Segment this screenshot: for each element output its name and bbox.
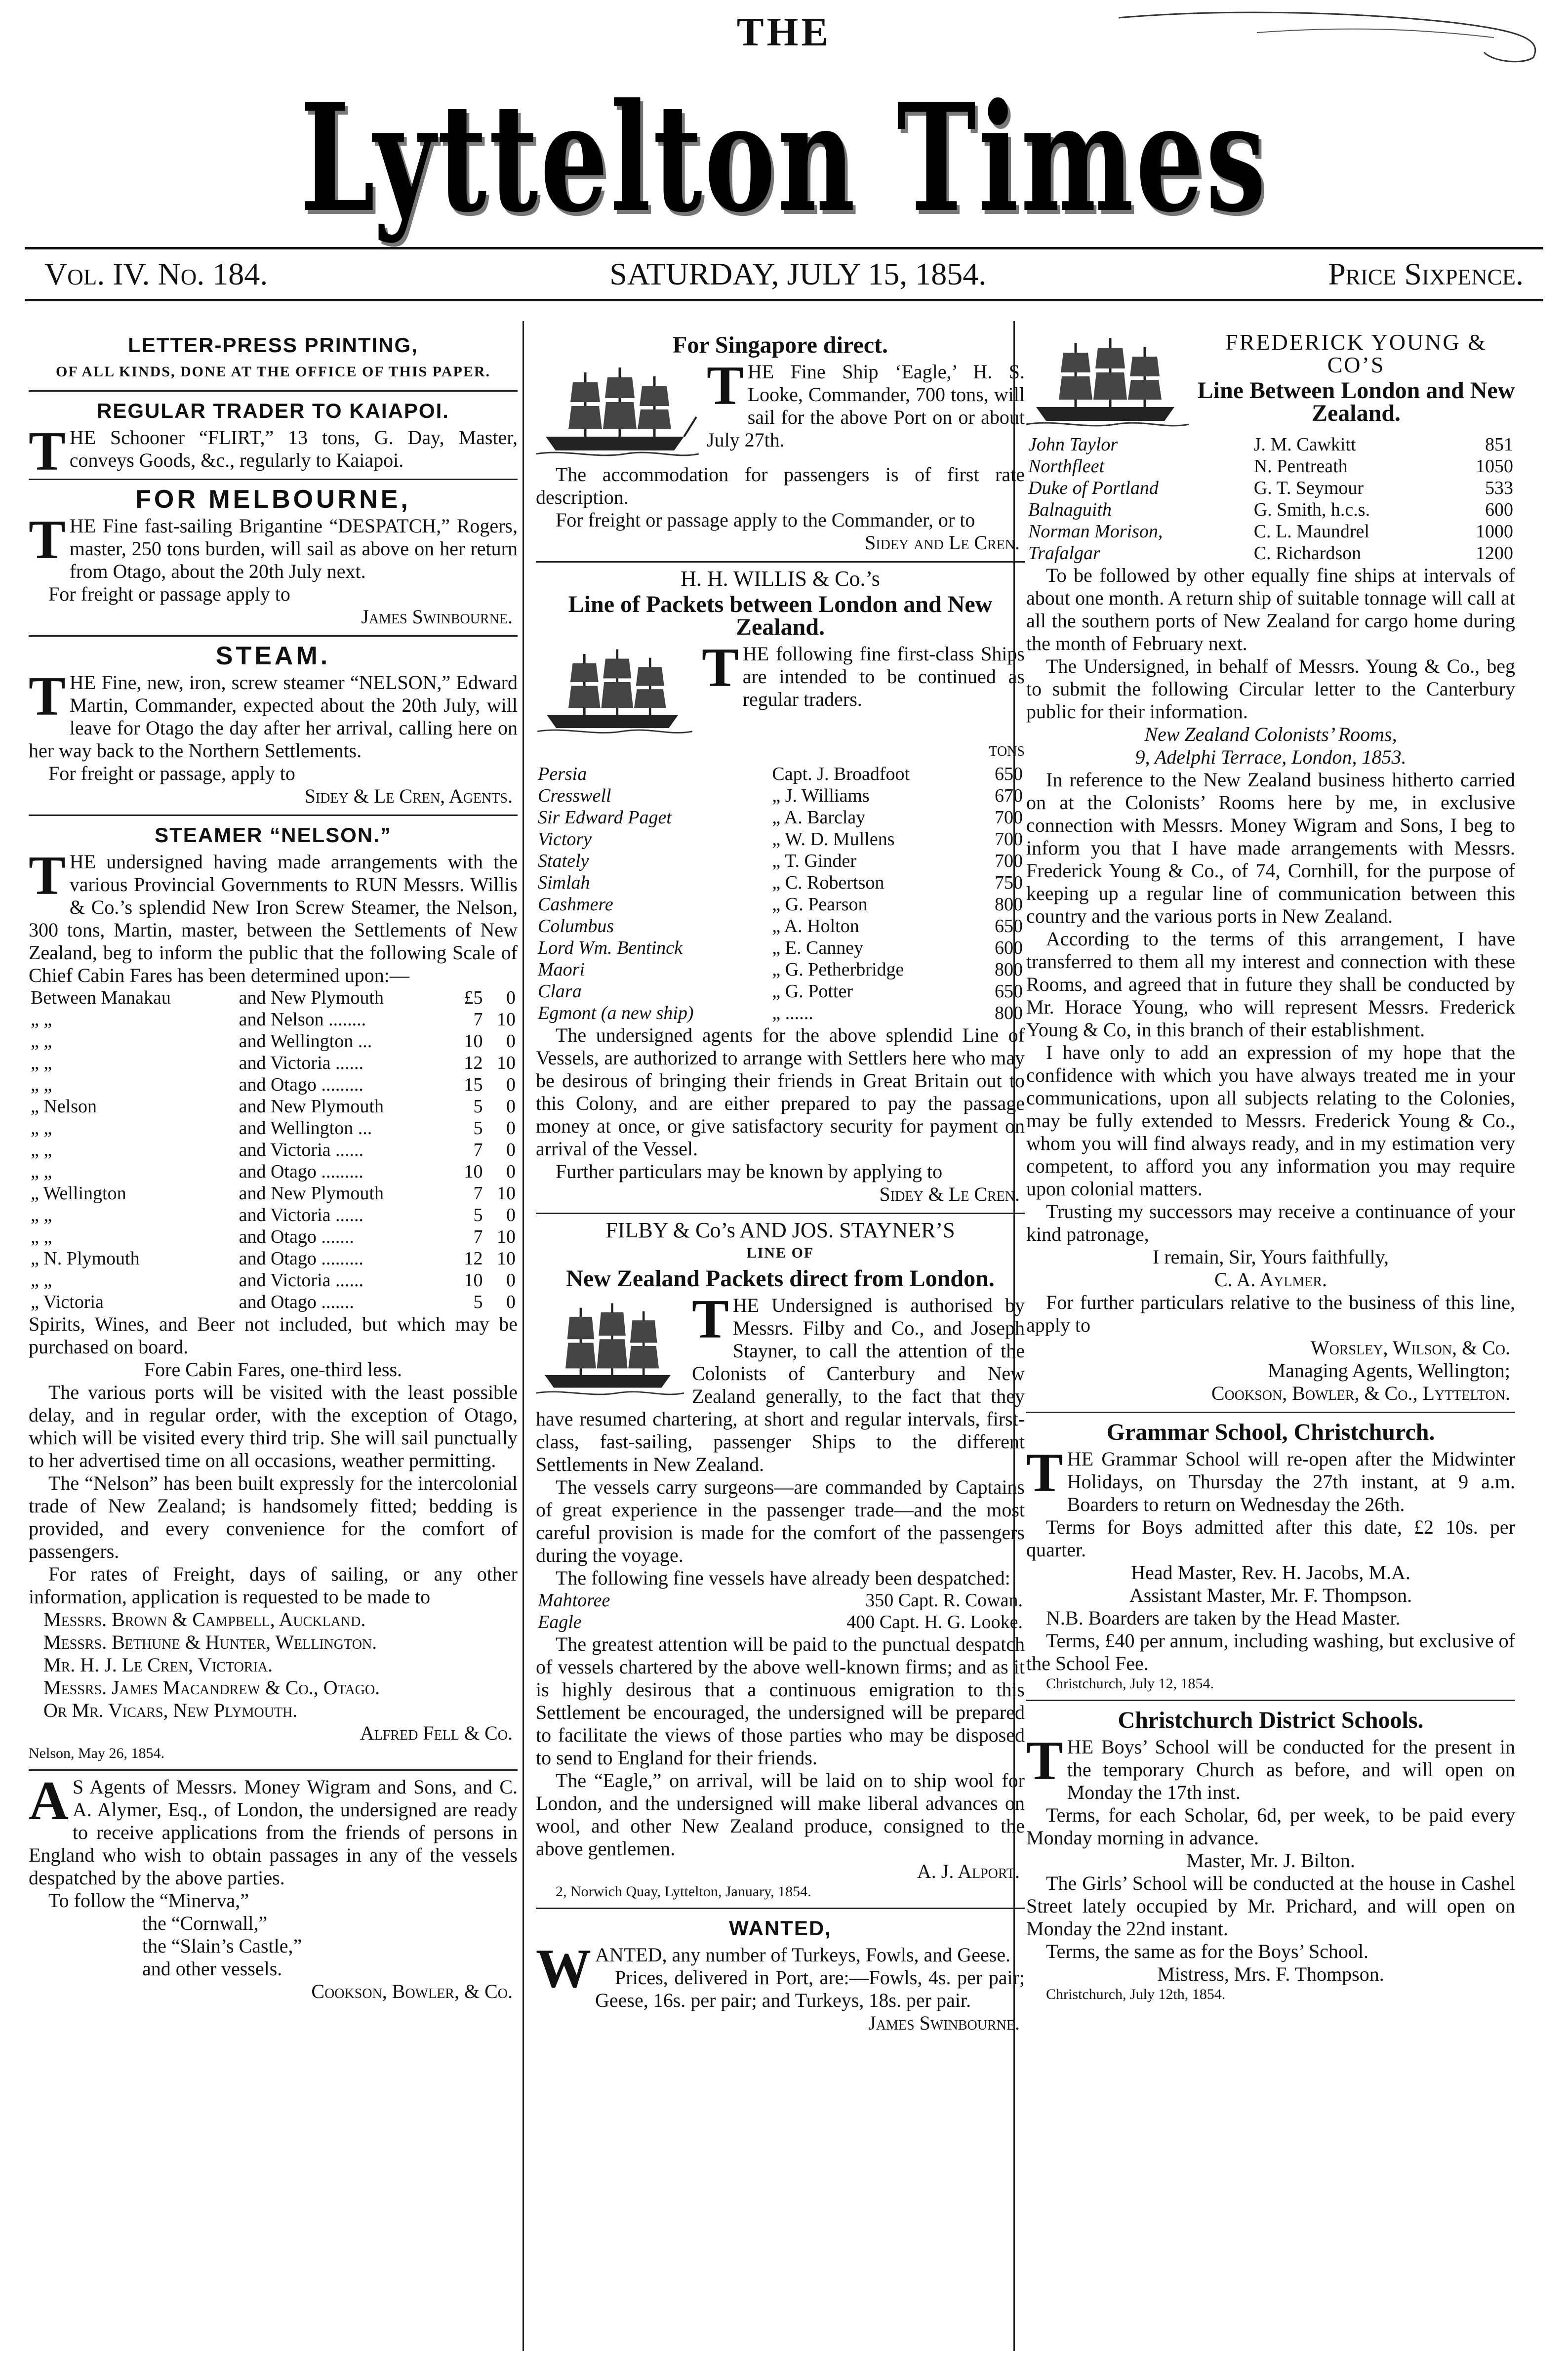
fore-cabin-note: Fore Cabin Fares, one-third less.: [144, 1358, 402, 1381]
table-cell: 7: [473, 1140, 483, 1160]
ad-wigram: [29, 1771, 518, 2010]
table-cell: 10: [497, 1226, 516, 1247]
agent-name: Cookson, Bowler, & Co., Lyttelton.: [1211, 1382, 1510, 1404]
table-row: [29, 1226, 518, 1248]
table-cell: „ E. Canney: [772, 937, 864, 958]
terms-paragraph: Terms, £40 per annum, including washing, but exclusive of the School Fee.: [1026, 1630, 1515, 1674]
table-row: [1026, 521, 1515, 542]
agent-role: Managing Agents, Wellington;: [1268, 1359, 1510, 1382]
table-cell: 533: [1485, 478, 1513, 498]
table-cell: and New Plymouth: [239, 1183, 384, 1204]
table-cell: Between Manakau: [31, 987, 171, 1008]
table-cell: 7: [473, 1226, 483, 1247]
head-master: Head Master, Rev. H. Jacobs, M.A.: [1131, 1561, 1410, 1584]
table-cell: „ „: [31, 1140, 52, 1160]
tons-label: TONS: [989, 744, 1025, 759]
ad-date: Christchurch, July 12th, 1854.: [1046, 1986, 1226, 2002]
willis-ship-table: [536, 763, 1025, 1024]
ad-date: Nelson, May 26, 1854.: [29, 1745, 164, 1761]
ad-line-of: LINE OF: [746, 1245, 814, 1261]
masthead-the: THE: [736, 9, 832, 54]
ports-paragraph: The various ports will be visited with the least possible delay, and in regular order, with the exception of Otago, which will be visited every third trip. She will sail punctually to her advertised time on all occasions, weather permitting.: [29, 1381, 518, 1471]
ad-body: THE Undersigned is authorised by Messrs. Filby and Co., and Joseph Stayner, to call the attention of the Colonists of Canterbury and New Zealand generally, to the fact that they have resumed chartering, at short and regular intervals, first-class, fast-sailing, passenger Ships to the different Settlements in New Zealand.: [536, 1289, 1025, 1475]
table-cell: 10: [464, 1270, 483, 1291]
table-cell: Clara: [538, 981, 582, 1002]
ad-title: FILBY & Co’s AND JOS. STAYNER’S: [605, 1218, 955, 1242]
terms-paragraph: Terms, for each Scholar, 6d, per week, to be paid every Monday morning in advance.: [1026, 1804, 1515, 1849]
table-row: [1026, 542, 1515, 564]
table-cell: „ W. D. Mullens: [772, 829, 895, 850]
table-cell: and Otago .......: [239, 1292, 354, 1312]
table-row: [29, 1096, 518, 1117]
price: Price Sixpence.: [1328, 256, 1524, 291]
ad-body: THE Fine fast-sailing Brigantine “DESPATCH,” Rogers, master, 250 tons burden, will sail as above on her return from Otago, about the 20th July next.: [29, 509, 518, 582]
table-cell: 750: [995, 872, 1023, 893]
table-cell: Simlah: [538, 872, 590, 893]
table-cell: 350 Capt. R. Cowan.: [865, 1590, 1023, 1611]
table-cell: 800: [995, 959, 1023, 980]
table-row: [536, 785, 1025, 807]
table-cell: 10: [464, 1031, 483, 1052]
agent-name: Worsley, Wilson, & Co.: [1310, 1337, 1510, 1359]
table-cell: 0: [506, 1140, 516, 1160]
table-cell: and Victoria ......: [239, 1140, 364, 1160]
spirits-note: Spirits, Wines, and Beer not included, but which may be purchased on board.: [29, 1313, 518, 1358]
table-cell: „ „: [31, 1074, 52, 1095]
table-cell: 670: [995, 785, 1023, 806]
address-line: 9, Adelphi Terrace, London, 1853.: [1135, 746, 1407, 768]
table-cell: 650: [995, 764, 1023, 784]
remain-line: I remain, Sir, Yours faithfully,: [1153, 1246, 1389, 1268]
ad-body: THE following fine first-class Ships are intended to be continued as regular traders.: [702, 637, 1025, 710]
table-cell: 400 Capt. H. G. Looke.: [846, 1612, 1023, 1632]
column-rule: [523, 321, 524, 2351]
table-cell: Columbus: [538, 916, 614, 937]
ship-illustration: [536, 363, 699, 461]
masthead-title: Lyttelton Times: [300, 71, 1268, 245]
table-cell: 700: [995, 829, 1023, 850]
table-row: [29, 1161, 518, 1182]
table-cell: „ „: [31, 1226, 52, 1247]
ad-subtitle: Line of Packets between London and New Zealand.: [568, 591, 993, 640]
ship-line: the “Slain’s Castle,”: [142, 1935, 302, 1957]
ship-line: the “Cornwall,”: [142, 1912, 268, 1934]
table-cell: „ ......: [772, 1003, 813, 1023]
table-cell: 7: [473, 1183, 483, 1204]
filby-ship-table: [536, 1589, 1025, 1633]
table-cell: 700: [995, 851, 1023, 871]
ad-date: Christchurch, July 12, 1854.: [1046, 1675, 1214, 1692]
table-cell: Egmont (a new ship): [538, 1003, 694, 1023]
ad-signature: James Swinbourne.: [868, 2012, 1020, 2034]
ad-signature: C. A. Aylmer.: [1214, 1268, 1327, 1291]
ad-singapore: [536, 326, 1025, 563]
table-cell: 5: [473, 1292, 483, 1312]
table-cell: „ „: [31, 1031, 52, 1052]
followed-paragraph: To be followed by other equally fine ships at intervals of about one month. A return ship of suitable tonnage will call at all the southern ports of New Zealand for cargo home during the month of February next.: [1026, 564, 1515, 654]
table-row: [29, 1291, 518, 1313]
table-cell: Sir Edward Paget: [538, 807, 672, 828]
table-row: [1026, 455, 1515, 477]
ad-body: THE Fine Ship ‘Eagle,’ H. S. Looke, Commander, 700 tons, will sail for the above Port on or about July 27th.: [707, 355, 1025, 451]
table-cell: and Otago .........: [239, 1161, 363, 1182]
ad-body: THE Schooner “FLIRT,” 13 tons, G. Day, Master, conveys Goods, &c., regularly to Kaiapoi.: [29, 421, 518, 482]
ad-title: For Singapore direct.: [673, 332, 888, 358]
ship-list: [29, 1912, 518, 1980]
ad-grammar-school: [1026, 1413, 1515, 1701]
young-ship-table: [1026, 434, 1515, 564]
table-row: [536, 850, 1025, 872]
table-cell: and Victoria ......: [239, 1053, 364, 1073]
ad-title: H. H. WILLIS & Co.’s: [681, 567, 880, 591]
table-cell: John Taylor: [1028, 434, 1118, 455]
table-cell: G. Smith, h.c.s.: [1253, 499, 1370, 520]
table-cell: Maori: [538, 959, 585, 980]
ad-body: THE Boys’ School will be conducted for the present in the temporary Church as before, and will open on Monday the 17th inst.: [1026, 1730, 1515, 1803]
nb-paragraph: N.B. Boarders are taken by the Head Master.: [1046, 1607, 1401, 1629]
table-cell: 10: [464, 1161, 483, 1182]
table-row: [536, 807, 1025, 828]
ad-signature: Sidey & Le Cren, Agents.: [304, 785, 513, 807]
table-cell: J. M. Cawkitt: [1253, 434, 1356, 455]
table-cell: 1200: [1476, 543, 1513, 564]
table-cell: „ Wellington: [31, 1183, 126, 1204]
table-cell: 0: [506, 1096, 516, 1117]
table-cell: Mahtoree: [538, 1590, 610, 1611]
table-row: [536, 1589, 1025, 1611]
table-cell: „ „: [31, 1009, 52, 1030]
ad-body: WANTED, any number of Turkeys, Fowls, and Geese.: [536, 1938, 1011, 1999]
table-cell: „ A. Barclay: [772, 807, 866, 828]
table-cell: 650: [995, 916, 1023, 937]
table-cell: „ „: [31, 1161, 52, 1182]
ad-wanted: [536, 1909, 1025, 2041]
accommodation-note: The accommodation for passengers is of first rate description.: [536, 463, 1025, 508]
table-cell: 600: [1485, 499, 1513, 520]
ad-title: LETTER-PRESS PRINTING,: [128, 333, 418, 357]
ad-signature: Alfred Fell & Co.: [360, 1722, 513, 1744]
table-cell: 15: [464, 1074, 483, 1095]
table-row: [536, 894, 1025, 915]
table-row: [29, 1117, 518, 1139]
ad-signature: Sidey & Le Cren.: [879, 1183, 1020, 1205]
table-row: [536, 915, 1025, 937]
ad-body: AS Agents of Messrs. Money Wigram and Sons, and C. A. Alymer, Esq., of London, the undersigned are ready to receive applications from the friends of persons in England who wish to obtain passages in any of the vessels despatched by the above parties.: [29, 1770, 518, 1889]
ad-subtitle: OF ALL KINDS, DONE AT THE OFFICE OF THIS PAPER.: [56, 364, 490, 380]
table-cell: 5: [473, 1205, 483, 1225]
ad-title: FREDERICK YOUNG & CO’S: [1225, 329, 1487, 377]
table-cell: 0: [506, 987, 516, 1008]
ship-illustration: [536, 1296, 684, 1405]
ad-body: THE Grammar School will re-open after the Midwinter Holidays, on Thursday the 27th instant, at 9 a.m. Boarders to return on Wednesday the 26th.: [1026, 1442, 1515, 1515]
table-row: [536, 872, 1025, 894]
agent-line: Messrs. James Macandrew & Co., Otago.: [43, 1676, 380, 1699]
table-cell: 12: [464, 1053, 483, 1073]
table-cell: and Victoria ......: [239, 1270, 364, 1291]
ad-frederick-young: [1026, 326, 1515, 1413]
table-cell: Cresswell: [538, 785, 611, 806]
ship-illustration: [1026, 333, 1189, 432]
table-cell: „ G. Petherbridge: [772, 959, 904, 980]
ad-title: Grammar School, Christchurch.: [1106, 1419, 1435, 1445]
agent-line: Messrs. Brown & Campbell, Auckland.: [43, 1608, 366, 1630]
table-cell: „ „: [31, 1053, 52, 1073]
dateline: [25, 247, 1543, 301]
table-cell: 7: [473, 1009, 483, 1030]
table-cell: Lord Wm. Bentinck: [538, 937, 683, 958]
table-cell: 10: [497, 1009, 516, 1030]
table-cell: 10: [497, 1053, 516, 1073]
letter-paragraph: Trusting my successors may receive a continuance of your kind patronage,: [1026, 1200, 1515, 1245]
ad-melbourne: [29, 480, 518, 637]
ad-signature: Cookson, Bowler, & Co.: [311, 1980, 513, 2002]
ad-title: WANTED,: [729, 1916, 832, 1940]
ad-title: Christchurch District Schools.: [1118, 1707, 1424, 1733]
ship-line: and other vessels.: [142, 1957, 282, 1980]
table-cell: 1000: [1476, 521, 1513, 542]
ad-body: THE Fine, new, iron, screw steamer “NELSON,” Edward Martin, Commander, expected about the 20th July, will leave for Otago the day after her arrival, calling here on her way back to the Northern Settlements.: [29, 666, 518, 762]
follow-line: To follow the “Minerva,”: [48, 1889, 249, 1912]
ad-subtitle: Line Between London and New Zealand.: [1197, 377, 1515, 426]
behalf-paragraph: The Undersigned, in behalf of Messrs. Young & Co., beg to submit the following Circular letter to the Canterbury public for their information.: [1026, 655, 1515, 723]
table-cell: Balnaguith: [1028, 499, 1112, 520]
table-cell: and Nelson ........: [239, 1009, 366, 1030]
table-row: [1026, 477, 1515, 499]
table-cell: 0: [506, 1205, 516, 1225]
ad-signature: James Swinbourne.: [361, 606, 513, 628]
masthead: [0, 0, 1568, 247]
ad-willis: [536, 563, 1025, 1214]
table-row: [29, 1009, 518, 1030]
table-cell: Cashmere: [538, 894, 613, 915]
table-cell: 600: [995, 937, 1023, 958]
table-row: [536, 959, 1025, 980]
table-row: [29, 1139, 518, 1161]
ad-apply: For freight or passage, apply to: [48, 762, 295, 784]
table-cell: „ Victoria: [31, 1292, 104, 1312]
table-cell: 851: [1485, 434, 1513, 455]
table-cell: „ T. Ginder: [772, 851, 857, 871]
table-cell: „ J. Williams: [772, 785, 870, 806]
table-row: [29, 1030, 518, 1052]
table-row: [29, 1182, 518, 1204]
table-row: [29, 1204, 518, 1226]
ad-kaiapoi: [29, 392, 518, 480]
fares-table: [29, 987, 518, 1313]
ad-address: 2, Norwich Quay, Lyttelton, January, 1854.: [556, 1883, 811, 1900]
ad-steam: [29, 637, 518, 816]
table-row: [536, 828, 1025, 850]
rooms-line: New Zealand Colonists’ Rooms,: [1144, 723, 1397, 745]
table-cell: and New Plymouth: [239, 987, 384, 1008]
ad-apply: For freight or passage apply to the Commander, or to: [556, 509, 975, 531]
rates-paragraph: For rates of Freight, days of sailing, or any other information, application is requested to be made to: [29, 1563, 518, 1608]
table-cell: „ „: [31, 1118, 52, 1139]
table-cell: 0: [506, 1074, 516, 1095]
eagle-paragraph: The “Eagle,” on arrival, will be laid on to ship wool for London, and the undersigned will make liberal advances on wool, and other New Zealand produce, consigned to the above gentlemen.: [536, 1769, 1025, 1860]
ad-body: THE undersigned having made arrangements with the various Provincial Governments to RUN Messrs. Willis & Co.’s splendid New Iron Screw Steamer, the Nelson, 300 tons, Martin, master, between the Settlements of New Zealand, beg to inform the public that the following Scale of Chief Cabin Fares has been determined upon:—: [29, 845, 518, 986]
table-cell: £5: [464, 987, 483, 1008]
despatched-paragraph: The following fine vessels have already been despatched:: [556, 1567, 1010, 1589]
table-cell: Eagle: [538, 1612, 582, 1632]
table-cell: 12: [464, 1248, 483, 1269]
table-cell: 5: [473, 1096, 483, 1117]
column-3: [1026, 326, 1515, 2010]
table-cell: C. L. Maundrel: [1253, 521, 1369, 542]
table-cell: 10: [497, 1183, 516, 1204]
table-cell: „ „: [31, 1205, 52, 1225]
table-cell: C. Richardson: [1253, 543, 1362, 564]
table-cell: 0: [506, 1292, 516, 1312]
ad-signature: Sidey and Le Cren.: [865, 531, 1020, 554]
table-cell: Northfleet: [1028, 456, 1105, 477]
ad-title: STEAM.: [215, 642, 331, 670]
column-1: [29, 326, 518, 2010]
table-row: [536, 763, 1025, 785]
table-row: [536, 1002, 1025, 1024]
table-cell: and Victoria ......: [239, 1205, 364, 1225]
table-cell: 0: [506, 1031, 516, 1052]
ship-illustration: [536, 645, 694, 738]
terms-paragraph: Terms for Boys admitted after this date, £2 10s. per quarter.: [1026, 1516, 1515, 1561]
letter-paragraph: I have only to add an expression of my hope that the confidence with which you have always treated me in your communications, upon all subjects relating to the Colonies, may be fully extended to Messrs. Frederick Young & Co., whom you will find always ready, and in my estimation very competent, to afford you any information you may require upon colonial matters.: [1026, 1041, 1515, 1200]
prices-paragraph: Prices, delivered in Port, are:—Fowls, 4s. per pair; Geese, 16s. per pair; and Turkeys, 18s. per pair.: [595, 1966, 1025, 2011]
ad-title: FOR MELBOURNE,: [135, 485, 411, 514]
table-cell: 0: [506, 1161, 516, 1182]
table-row: [536, 937, 1025, 959]
table-cell: and Wellington ...: [239, 1031, 372, 1052]
table-row: [536, 980, 1025, 1002]
table-cell: 10: [497, 1248, 516, 1269]
ad-filby: [536, 1214, 1025, 1909]
table-row: [29, 987, 518, 1009]
table-cell: 700: [995, 807, 1023, 828]
letter-paragraph: According to the terms of this arrangement, I have transferred to them all my interest and connection with these Rooms, and agreed that in future they shall be conducted by Mr. Horace Young, who will represent Messrs. Frederick Young & Co, in this branch of their establishment.: [1026, 928, 1515, 1041]
table-row: [29, 1052, 518, 1074]
table-cell: 1050: [1476, 456, 1513, 477]
ad-apply: For freight or passage apply to: [48, 583, 290, 605]
table-cell: and Wellington ...: [239, 1118, 372, 1139]
table-cell: and Otago .........: [239, 1248, 363, 1269]
table-cell: „ „: [31, 1270, 52, 1291]
table-cell: and Otago .........: [239, 1074, 363, 1095]
ad-title: REGULAR TRADER TO KAIAPOI.: [97, 399, 449, 422]
table-cell: 800: [995, 894, 1023, 915]
table-cell: 0: [506, 1118, 516, 1139]
agent-line: Mr. H. J. Le Cren, Victoria.: [43, 1654, 273, 1676]
ad-apply: Further particulars may be known by applying to: [556, 1160, 943, 1182]
table-cell: G. T. Seymour: [1253, 478, 1364, 498]
table-row: [29, 1074, 518, 1096]
table-cell: Persia: [538, 764, 587, 784]
built-paragraph: The “Nelson” has been built expressly for the intercolonial trade of New Zealand; is handsomely fitted; bedding is provided, and every convenience for the comfort of passengers.: [29, 1472, 518, 1562]
table-cell: Capt. J. Broadfoot: [772, 764, 910, 784]
agent-line: Or Mr. Vicars, New Plymouth.: [43, 1699, 298, 1721]
table-cell: „ A. Holton: [772, 916, 859, 937]
table-cell: and Otago .......: [239, 1226, 354, 1247]
table-row: [1026, 499, 1515, 521]
table-cell: 650: [995, 981, 1023, 1002]
ad-signature: A. J. Alport.: [917, 1860, 1020, 1882]
table-cell: Trafalgar: [1028, 543, 1100, 564]
ad-paragraph: The undersigned agents for the above splendid Line of Vessels, are authorized to arrange with Settlers here who may be desirous of bringing their friends in Great Britain out to this Colony, and are either prepared to pay the passage money at once, or give satisfactory security for payment on arrival of the Vessel.: [536, 1024, 1025, 1160]
table-cell: 800: [995, 1003, 1023, 1023]
master-line: Master, Mr. J. Bilton.: [1186, 1849, 1355, 1872]
volume-number: Vol. IV. No. 184.: [44, 256, 268, 291]
ad-steamer-nelson: [29, 816, 518, 1771]
table-cell: Stately: [538, 851, 589, 871]
table-cell: Norman Morison,: [1028, 521, 1163, 542]
ad-district-schools: [1026, 1701, 1515, 2010]
table-cell: „ N. Plymouth: [31, 1248, 140, 1269]
agents-list: [29, 1608, 518, 1722]
girls-paragraph: The Girls’ School will be conducted at the house in Cashel Street lately occupied by Mr. Prichard, and will open on Monday the 22nd instant.: [1026, 1872, 1515, 1940]
table-cell: and New Plymouth: [239, 1096, 384, 1117]
table-cell: „ C. Robertson: [772, 872, 885, 893]
ad-letterpress: [29, 326, 518, 392]
mistress-line: Mistress, Mrs. F. Thompson.: [1157, 1963, 1384, 1985]
column-2: [536, 326, 1025, 2041]
attention-paragraph: The greatest attention will be paid to the punctual despatch of vessels chartered by the above well-known firms; and as it is highly desirous that a continuous emigration to this Settlement be encouraged, the undersigned will be prepared to facilitate the views of those parties who may be disposed to send to England for their friends.: [536, 1633, 1025, 1769]
issue-date: SATURDAY, JULY 15, 1854.: [609, 256, 987, 291]
table-cell: N. Pentreath: [1253, 456, 1348, 477]
table-cell: „ G. Pearson: [772, 894, 868, 915]
assistant-master: Assistant Master, Mr. F. Thompson.: [1129, 1584, 1412, 1606]
table-row: [29, 1248, 518, 1269]
table-row: [536, 1611, 1025, 1633]
agent-line: Messrs. Bethune & Hunter, Wellington.: [43, 1631, 377, 1653]
table-cell: „ G. Potter: [772, 981, 853, 1002]
table-cell: Duke of Portland: [1028, 478, 1159, 498]
table-cell: Victory: [538, 829, 592, 850]
surgeons-paragraph: The vessels carry surgeons—are commanded by Captains of great experience in the passenger trade—and the most careful provision is made for the comfort of the passengers during the voyage.: [536, 1476, 1025, 1566]
ad-title: STEAMER “NELSON.”: [155, 823, 392, 847]
table-cell: 5: [473, 1118, 483, 1139]
table-cell: „ Nelson: [31, 1096, 97, 1117]
table-row: [1026, 434, 1515, 455]
letter-paragraph: In reference to the New Zealand business hitherto carried on at the Colonists’ Rooms here by me, in exclusive connection with Messrs. Money Wigram and Sons, I beg to inform you that I have made arrangements with Messrs. Frederick Young & Co., of 74, Cornhill, for the purpose of keeping up a regular line of communication between this country and the various ports in New Zealand.: [1026, 769, 1515, 927]
table-row: [29, 1269, 518, 1291]
terms-paragraph: Terms, the same as for the Boys’ School.: [1046, 1940, 1368, 1962]
table-cell: 0: [506, 1270, 516, 1291]
ad-subtitle: New Zealand Packets direct from London.: [566, 1265, 995, 1292]
further-paragraph: For further particulars relative to the business of this line, apply to: [1026, 1291, 1515, 1336]
